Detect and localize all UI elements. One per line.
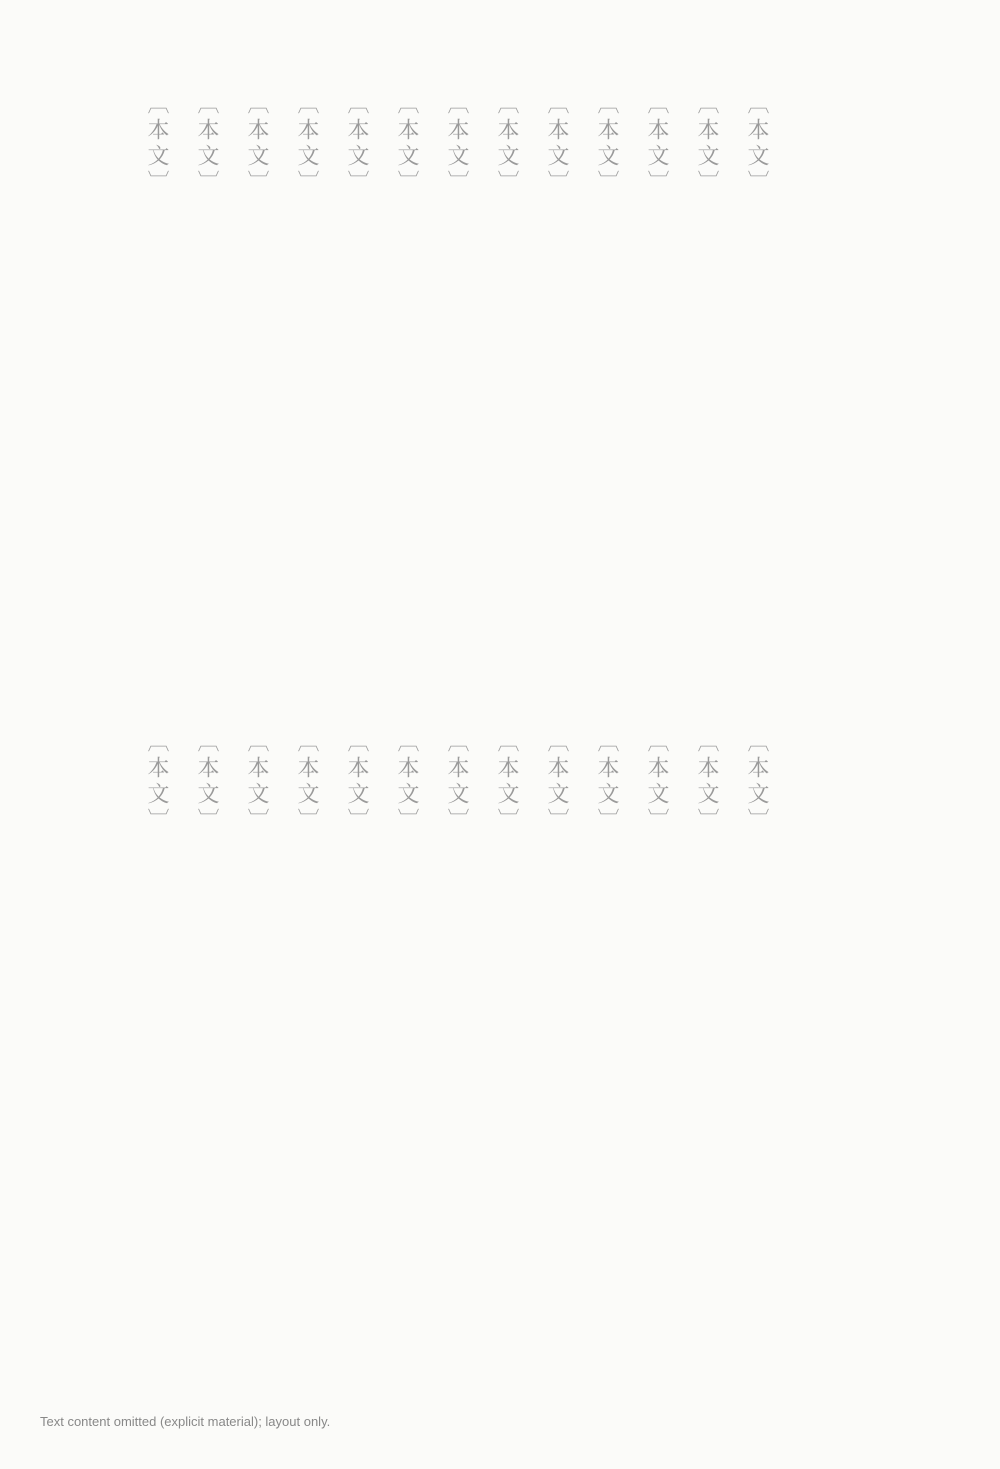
text-column: 〔本文〕 xyxy=(344,92,369,196)
text-column: 〔本文〕 xyxy=(694,92,719,196)
text-column: 〔本文〕 xyxy=(744,92,769,196)
text-column: 〔本文〕 xyxy=(544,92,569,196)
text-column: 〔本文〕 xyxy=(294,92,319,196)
text-column: 〔本文〕 xyxy=(444,730,469,834)
text-column: 〔本文〕 xyxy=(594,92,619,196)
text-column: 〔本文〕 xyxy=(544,730,569,834)
text-column: 〔本文〕 xyxy=(394,92,419,196)
text-column: 〔本文〕 xyxy=(694,730,719,834)
text-column: 〔本文〕 xyxy=(394,730,419,834)
text-column: 〔本文〕 xyxy=(194,730,219,834)
top-tier xyxy=(140,92,772,672)
text-column: 〔本文〕 xyxy=(144,92,169,196)
omission-note: Text content omitted (explicit material); layout only. xyxy=(40,1414,331,1429)
text-column: 〔本文〕 xyxy=(244,92,269,196)
text-column: 〔本文〕 xyxy=(644,92,669,196)
text-column: 〔本文〕 xyxy=(194,92,219,196)
text-column: 〔本文〕 xyxy=(344,730,369,834)
text-column: 〔本文〕 xyxy=(744,730,769,834)
text-column: 〔本文〕 xyxy=(644,730,669,834)
bottom-tier xyxy=(140,730,772,1330)
text-column: 〔本文〕 xyxy=(244,730,269,834)
text-column: 〔本文〕 xyxy=(494,730,519,834)
text-column: 〔本文〕 xyxy=(294,730,319,834)
text-column: 〔本文〕 xyxy=(444,92,469,196)
text-column: 〔本文〕 xyxy=(494,92,519,196)
text-column: 〔本文〕 xyxy=(594,730,619,834)
text-column: 〔本文〕 xyxy=(144,730,169,834)
